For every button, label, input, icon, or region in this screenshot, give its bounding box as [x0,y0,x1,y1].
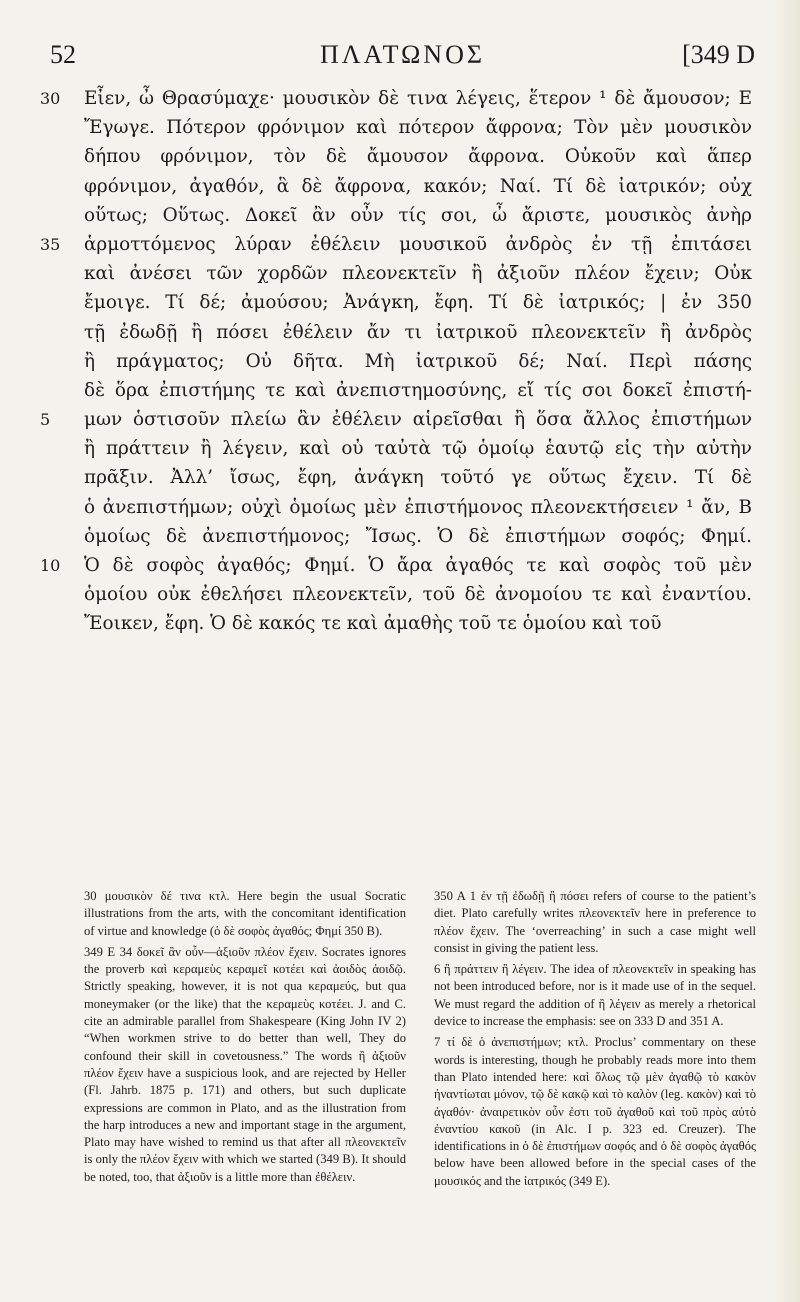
line-text: οὕτως; Οὕτως. Δοκεῖ ἂν οὖν τίς σοι, ὦ ἄριστε, μουσικὸς ἀνὴρ [84,204,752,226]
commentary-note: 30 μουσικὸν δέ τινα κτλ. Here begin the usual Socratic illustrations from the arts, with the concomitant identification of virtue and knowledge (ὁ δὲ σοφὸς ἀγαθός; Φημί 350 B). [84,889,406,938]
text-line [40,493,752,522]
line-text: τῇ ἐδωδῇ ἢ πόσει ἐθέλειν ἄν τι ἰατρικοῦ πλεονεκτεῖν ἢ ἀνδρὸς [84,321,752,343]
line-number: 30 [40,89,61,108]
line-text: ἁρμοττόμενος λύραν ἐθέλειν μουσικοῦ ἀνδρὸς ἐν τῇ ἐπιτάσει [84,233,752,255]
text-line [40,522,752,551]
text-line [40,347,752,376]
commentary-note: 349 E 34 δοκεῖ ἂν οὖν—ἀξιοῦν πλέον ἔχειν. Socrates ignores the proverb καὶ κεραμεὺς κεραμεῖ κοτέει καὶ ἀοιδὸς ἀοιδῷ. Strictly speaking, however, it is not qua κεραμεύς, but qua moneymaker (or the like) that the κεραμεὺς κοτέει. J. and C. cite an admirable parallel from Shakespeare (King John IV 2) “When workmen strive to do better than well, They do confound their skill in covetousness.” The words ἢ ἀξιοῦν πλέον ἔχειν have a suspicious look, and are rejected by Heller (Fl. Jahrb. 1875 p. 171) and others, but such duplicate expressions are common in Plato, and as the illustration from the harp introduces a new and important stage in the argument, Plato may have wished to remind us that after all πλεονεκτεῖν is only the πλέον ἔχειν with which we started (349 B). It should be noted, too, that ἀξιοῦν is a little more than ἐθέλειν. [84,944,406,1184]
stephanus-reference: [349 D [682,40,755,69]
line-text: δὲ ὅρα ἐπιστήμης τε καὶ ἀνεπιστημοσύνης, εἴ τίς σοι δοκεῖ ἐπιστή- [84,379,752,401]
commentary-right-column [434,888,756,1190]
commentary-note: 6 ἢ πράττειν ἢ λέγειν. The idea of πλεονεκτεῖν in speaking has not been introduced before, nor is it made use of in the sequel. We must regard the addition of ἢ λέγειν as merely a rhetorical device to increase the emphasis: see on 333 D and 351 A. [434,962,756,1029]
line-text: Εἶεν, ὦ Θρασύμαχε· μουσικὸν δὲ τινα λέγεις, ἕτερον ¹ δὲ ἄμουσον; E [84,88,752,109]
text-line [40,84,752,113]
line-text: ἢ πράγματος; Οὐ δῆτα. Μὴ ἰατρικοῦ δέ; Ναί. Περὶ πάσης [84,350,752,372]
line-number: 5 [40,410,51,430]
line-text: ὁ ἀνεπιστήμων; οὐχὶ ὁμοίως μὲν ἐπιστήμονος πλεονεκτήσειεν ¹ ἄν, B [84,496,752,518]
greek-text [40,84,752,639]
commentary-note: 7 τί δὲ ὁ ἀνεπιστήμων; κτλ. Proclus’ commentary on these words is interesting, though he probably reads more into them than Plato intended here: καὶ ὅλως τῷ μὲν ἀγαθῷ τὸ κακὸν ἠναντίωται μόνον, τῷ δὲ κακῷ καὶ τὸ καλὸν (leg. κακὸν) καὶ τὸ ἀγαθόν· ἀναιρετικὸν οὖν ἐστι τοῦ ἀγαθοῦ καὶ τοῦ πρὸς αὐτὸ ἐναντίου κακοῦ (in Alc. I p. 323 ed. Creuzer). The identifications in ὁ δὲ ἐπιστήμων σοφός and ὁ δὲ σοφὸς ἀγαθός below have been allowed before in the special cases of the μουσικός and the ἰατρικός (349 E). [434,1035,756,1188]
line-number: 10 [40,556,61,575]
text-line [40,580,752,609]
line-text: Ἔοικεν, ἔφη. Ὁ δὲ κακός τε καὶ ἀμαθὴς τοῦ τε ὁμοίου καὶ τοῦ [84,613,662,635]
text-line [40,463,752,492]
line-text: Ἔγωγε. Πότερον φρόνιμον καὶ πότερον ἄφρονα; Τὸν μὲν μουσικὸν [84,117,752,139]
line-text: ὁμοίου οὐκ ἐθελήσει πλεονεκτεῖν, τοῦ δὲ ἀνομοίου τε καὶ ἐναντίου. [84,584,752,606]
text-line [40,318,752,347]
text-line [40,551,752,580]
running-header [50,40,755,74]
line-text: ὁμοίως δὲ ἀνεπιστήμονος; Ἴσως. Ὁ δὲ ἐπιστήμων σοφός; Φημί. [84,525,752,547]
text-line [40,230,752,259]
line-text: φρόνιμον, ἀγαθόν, ἃ δὲ ἄφρονα, κακόν; Ναί. Τί δὲ ἰατρικόν; οὐχ [84,175,752,197]
text-line [40,172,752,201]
text-line [40,405,752,434]
line-text: πρᾶξιν. Ἀλλ’ ἴσως, ἔφη, ἀνάγκη τοῦτό γε οὕτως ἔχειν. Τί δὲ [84,467,752,489]
line-text: ἢ πράττειν ἢ λέγειν, καὶ οὐ ταὐτὰ τῷ ὁμοίῳ ἑαυτῷ εἰς τὴν αὐτὴν [84,438,752,460]
text-line [40,201,752,230]
text-line [40,142,752,171]
text-line [40,259,752,288]
line-text: μων ὁστισοῦν πλείω ἂν ἐθέλειν αἱρεῖσθαι ἢ ὅσα ἄλλος ἐπιστήμων [84,409,752,431]
text-line [40,609,752,638]
line-number: 35 [40,234,61,254]
commentary-note: 350 A 1 ἐν τῇ ἐδωδῇ ἢ πόσει refers of course to the patient’s diet. Plato carefully writes πλεονεκτεῖν here in preference to πλέον ἔχειν. The ‘overreaching’ in such a case might well consist in giving the patient less. [434,889,756,955]
running-title: ΠΛΑΤΩΝΟΣ [320,40,485,69]
text-line [40,113,752,142]
line-text: Ὁ δὲ σοφὸς ἀγαθός; Φημί. Ὁ ἄρα ἀγαθός τε καὶ σοφὸς τοῦ μὲν [84,555,752,576]
commentary-left-column [84,888,406,1186]
line-text: ἔμοιγε. Τί δέ; ἀμούσου; Ἀνάγκη, ἔφη. Τί δὲ ἰατρικός; | ἐν 350 [84,292,752,314]
line-text: καὶ ἀνέσει τῶν χορδῶν πλεονεκτεῖν ἢ ἀξιοῦν πλέον ἔχειν; Οὐκ [84,263,752,285]
text-line [40,288,752,317]
text-line [40,376,752,405]
text-line [40,434,752,463]
line-text: δήπου φρόνιμον, τὸν δὲ ἄμουσον ἄφρονα. Οὐκοῦν καὶ ἅπερ [84,146,752,168]
page-edge-shading [774,0,800,1302]
page-number: 52 [50,40,76,69]
